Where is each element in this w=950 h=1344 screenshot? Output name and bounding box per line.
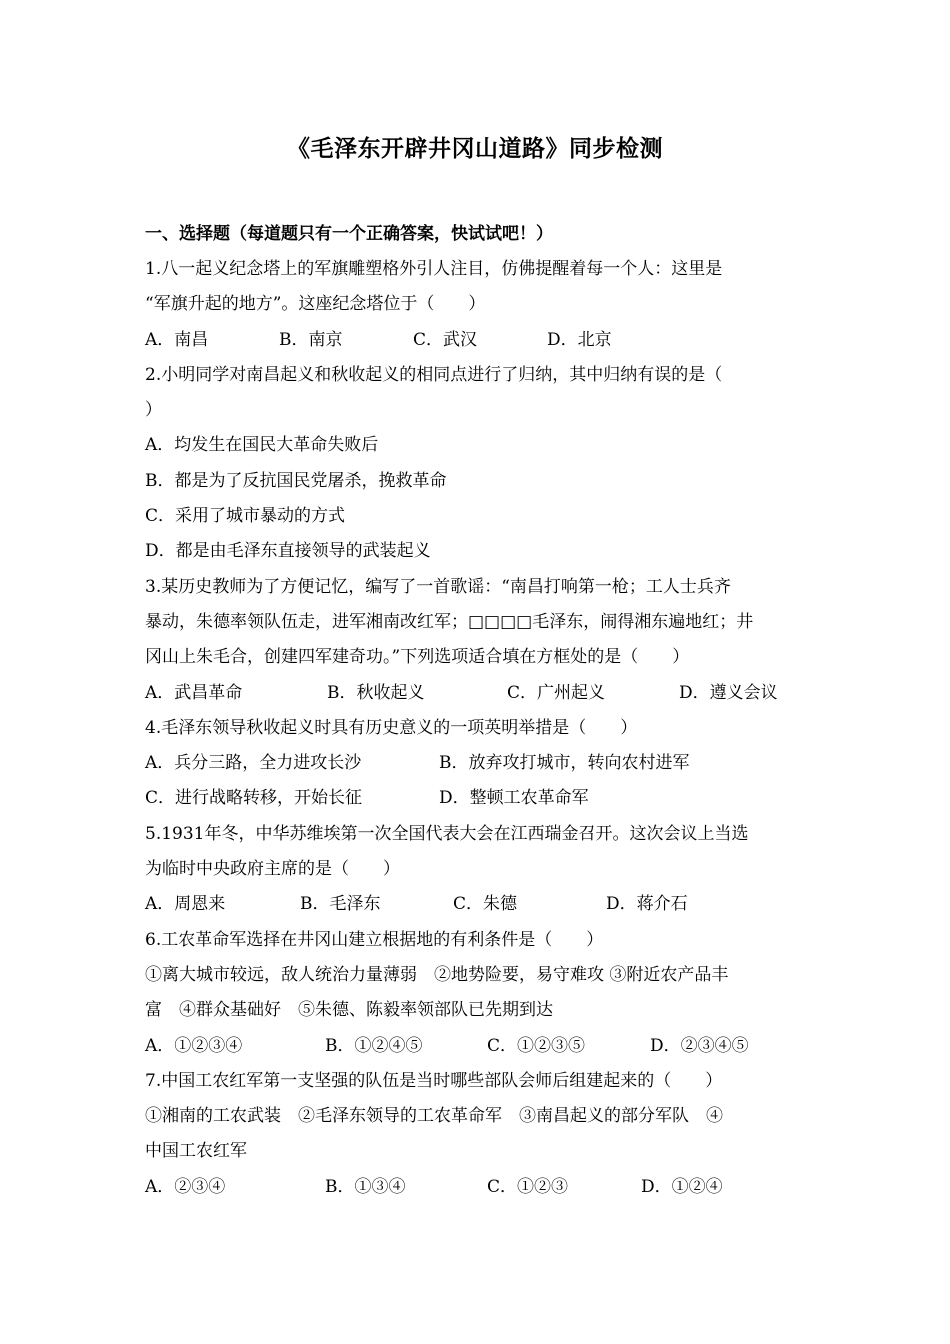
option-b: B．秋收起义: [327, 682, 425, 703]
option-c: C．进行战略转移，开始长征: [145, 788, 363, 809]
question-7-line-3: 中国工农红军: [145, 1141, 247, 1162]
question-4-options-row-2: [145, 781, 815, 816]
question-6-line-2: ①离大城市较远，敌人统治力量薄弱 ②地势险要，易守难攻 ③附近农产品丰: [145, 964, 729, 985]
option-c: C．①②③: [487, 1176, 569, 1197]
question-6: [145, 923, 815, 1064]
question-5-options: [145, 887, 815, 922]
option-b: B．都是为了反抗国民党屠杀，挽救革命: [145, 470, 447, 491]
question-1-line-2: “军旗升起的地方”。这座纪念塔位于（ ）: [145, 294, 486, 315]
question-2: [145, 358, 815, 570]
question-3-options: [145, 676, 815, 711]
option-a: A．南昌: [145, 329, 209, 350]
option-d: D．北京: [547, 329, 612, 350]
question-4-options-row-1: [145, 746, 815, 781]
section-heading: 一、选择题（每道题只有一个正确答案，快试试吧！）: [145, 224, 553, 244]
question-3: [145, 570, 815, 711]
question-5-line-1: 5.1931年冬，中华苏维埃第一次全国代表大会在江西瑞金召开。这次会议上当选: [145, 823, 749, 844]
question-7-options: [145, 1170, 815, 1205]
option-b: B．①②④⑤: [325, 1035, 423, 1056]
option-c: C．①②③⑤: [487, 1035, 586, 1056]
question-4-line-1: 4.毛泽东领导秋收起义时具有历史意义的一项英明举措是（ ）: [145, 717, 638, 738]
question-2-line-2: ）: [145, 400, 162, 421]
question-3-line-1: 3.某历史教师为了方便记忆，编写了一首歌谣：“南昌打响第一枪；工人士兵齐: [145, 576, 731, 597]
option-a: A．兵分三路，全力进攻长沙: [145, 753, 362, 774]
option-a: A．武昌革命: [145, 682, 243, 703]
option-a: A．①②③④: [145, 1035, 243, 1056]
option-c: C．武汉: [413, 329, 478, 350]
question-4: [145, 711, 815, 817]
option-a: A．周恩来: [145, 894, 226, 915]
option-c: C．广州起义: [507, 682, 606, 703]
question-5-line-2: 为临时中央政府主席的是（ ）: [145, 859, 400, 880]
option-d: D．蒋介石: [606, 894, 688, 915]
question-6-options: [145, 1029, 815, 1064]
option-d: D．①②④: [641, 1176, 723, 1197]
question-5: [145, 817, 815, 923]
option-d: D．遵义会议: [679, 682, 778, 703]
option-a: A．均发生在国民大革命失败后: [145, 435, 379, 456]
option-d: D．都是由毛泽东直接领导的武装起义: [145, 541, 431, 562]
document-title: 《毛泽东开辟井冈山道路》同步检测: [287, 136, 663, 162]
option-b: B．南京: [279, 329, 343, 350]
question-3-line-2: 暴动，朱德率领队伍走，进军湘南改红军；□□□□毛泽东，闹得湘东遍地红；井: [145, 611, 754, 632]
question-2-line-1: 2.小明同学对南昌起义和秋收起义的相同点进行了归纳，其中归纳有误的是（: [145, 364, 723, 385]
option-d: D．整顿工农革命军: [439, 788, 589, 809]
question-1-line-1: 1.八一起义纪念塔上的军旗雕塑格外引人注目，仿佛提醒着每一个人：这里是: [145, 259, 723, 279]
question-6-line-1: 6.工农革命军选择在井冈山建立根据地的有利条件是（ ）: [145, 929, 604, 950]
question-6-line-3: 富 ④群众基础好 ⑤朱德、陈毅率领部队已先期到达: [145, 1000, 553, 1021]
question-1-options: [145, 323, 815, 358]
question-7: [145, 1064, 815, 1205]
option-c: C．朱德: [453, 894, 518, 915]
question-7-line-1: 7.中国工农红军第一支坚强的队伍是当时哪些部队会师后组建起来的（ ）: [145, 1070, 723, 1091]
option-d: D．②③④⑤: [650, 1035, 749, 1056]
question-3-line-3: 冈山上朱毛合，创建四军建奇功。”下列选项适合填在方框处的是（ ）: [145, 647, 690, 668]
option-b: B．放弃攻打城市，转向农村进军: [439, 753, 690, 774]
question-list: [145, 216, 815, 1205]
option-a: A．②③④: [145, 1176, 226, 1197]
question-7-line-2: ①湘南的工农武装 ②毛泽东领导的工农革命军 ③南昌起义的部分军队 ④: [145, 1106, 723, 1127]
option-c: C．采用了城市暴动的方式: [145, 506, 346, 527]
option-b: B．①③④: [325, 1176, 406, 1197]
question-1: [145, 252, 815, 358]
option-b: B．毛泽东: [300, 894, 381, 915]
